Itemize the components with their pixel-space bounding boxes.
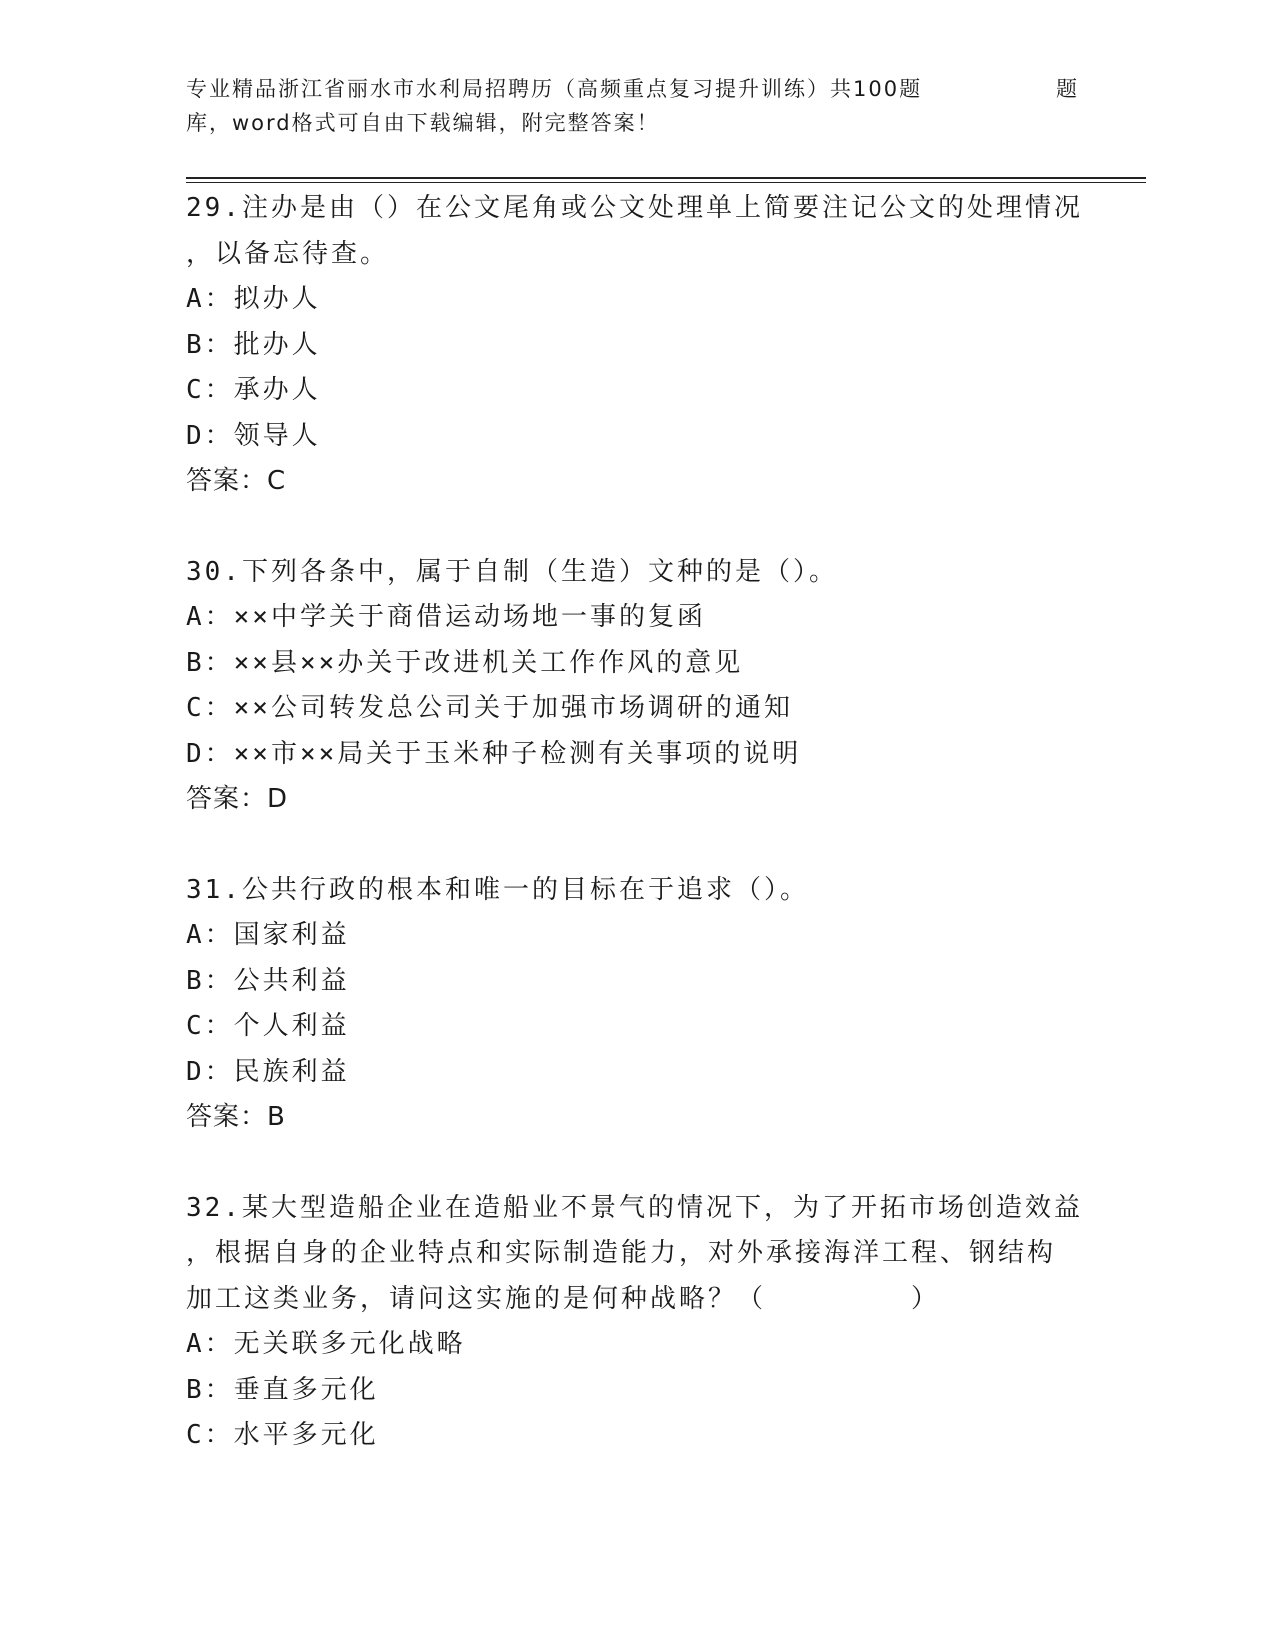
option-a: A：国家利益 [186, 920, 350, 950]
answer: 答案：C [186, 466, 287, 496]
question-stem-line: 29.注办是由（）在公文尾角或公文处理单上简要注记公文的处理情况 [186, 193, 1083, 223]
question-stem-line: ，根据自身的企业特点和实际制造能力，对外承接海洋工程、钢结构 [186, 1238, 1057, 1268]
header-line-1-tail: 题 [1056, 77, 1079, 101]
answer: 答案：B [186, 1102, 286, 1132]
option-c: C：承办人 [186, 375, 321, 405]
question-30 [186, 550, 1086, 823]
document-header [186, 72, 1086, 140]
option-a: A：无关联多元化战略 [186, 1329, 466, 1359]
option-b: B：公共利益 [186, 965, 350, 996]
option-c: C：××公司转发总公司关于加强市场调研的通知 [186, 693, 793, 723]
header-line-2: 库，word格式可自由下载编辑，附完整答案！ [186, 111, 660, 135]
option-d: D：民族利益 [186, 1056, 350, 1087]
question-stem-line: 30.下列各条中，属于自制（生造）文种的是（）。 [186, 556, 838, 587]
header-divider-thin [186, 182, 1146, 183]
option-b: B：垂直多元化 [186, 1374, 379, 1405]
question-stem-line: 加工这类业务，请问这实施的是何种战略？（ ） [186, 1283, 941, 1314]
question-32 [186, 1186, 1086, 1459]
question-list [186, 186, 1086, 1459]
answer: 答案：D [186, 784, 289, 814]
option-c: C：水平多元化 [186, 1420, 379, 1450]
header-divider-thick [186, 177, 1146, 179]
option-d: D：领导人 [186, 420, 321, 451]
option-b: B：××县××办关于改进机关工作作风的意见 [186, 647, 744, 678]
option-a: A：拟办人 [186, 284, 321, 314]
question-stem-line: 32.某大型造船企业在造船业不景气的情况下，为了开拓市场创造效益 [186, 1192, 1083, 1223]
option-d: D：××市××局关于玉米种子检测有关事项的说明 [186, 738, 802, 769]
question-stem-line: ，以备忘待查。 [186, 238, 390, 269]
question-29 [186, 186, 1086, 505]
option-b: B：批办人 [186, 329, 321, 360]
question-31 [186, 868, 1086, 1141]
option-a: A：××中学关于商借运动场地一事的复函 [186, 602, 706, 632]
header-line-1: 专业精品浙江省丽水市水利局招聘历（高频重点复习提升训练）共100题 [186, 77, 923, 101]
option-c: C：个人利益 [186, 1011, 350, 1041]
question-stem-line: 31.公共行政的根本和唯一的目标在于追求（）。 [186, 874, 809, 905]
